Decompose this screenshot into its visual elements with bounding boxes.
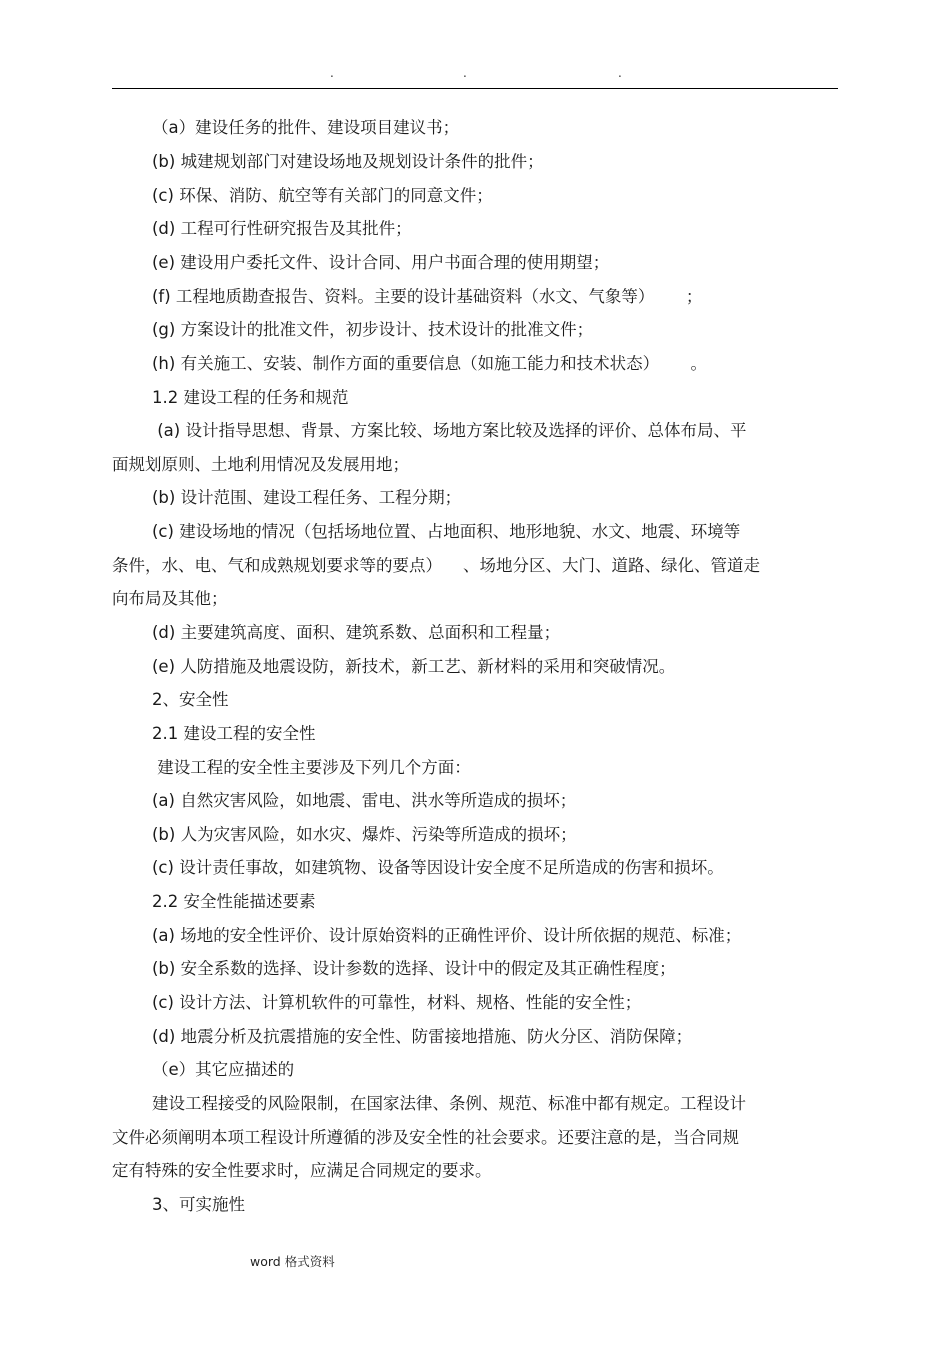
text-line: (b) 设计范围、建设工程任务、工程分期； [152, 488, 462, 507]
text-line: （a）建设任务的批件、建设项目建议书； [152, 118, 460, 137]
text-line: 向布局及其他； [112, 589, 228, 608]
text-line: 文件必须阐明本项工程设计所遵循的涉及安全性的社会要求。还要注意的是，当合同规 [112, 1128, 739, 1147]
header-dot: . [330, 66, 334, 80]
text-line: (c) 设计方法、计算机软件的可靠性，材料、规格、性能的安全性； [152, 993, 642, 1012]
text-line: (b) 安全系数的选择、设计参数的选择、设计中的假定及其正确性程度； [152, 959, 676, 978]
text-line: (a) 设计指导思想、背景、方案比较、场地方案比较及选择的评价、总体布局、平 [152, 421, 747, 440]
text-line: （e）其它应描述的 [152, 1060, 295, 1079]
section-heading: 1.2 建设工程的任务和规范 [152, 388, 349, 407]
text-line: 定有特殊的安全性要求时，应满足合同规定的要求。 [112, 1161, 492, 1180]
text-line: (f) 工程地质勘查报告、资料。主要的设计基础资料（水文、气象等） ； [152, 287, 703, 306]
text-line: (c) 设计责任事故，如建筑物、设备等因设计安全度不足所造成的伤害和损坏。 [152, 858, 724, 877]
header-rule [112, 88, 838, 89]
text-line: (e) 人防措施及地震设防，新技术，新工艺、新材料的采用和突破情况。 [152, 657, 676, 676]
section-heading: 2.2 安全性能描述要素 [152, 892, 316, 911]
text-line: 建设工程接受的风险限制，在国家法律、条例、规范、标准中都有规定。工程设计 [152, 1094, 746, 1113]
text-line: (e) 建设用户委托文件、设计合同、用户书面合理的使用期望； [152, 253, 610, 272]
text-line: (b) 人为灾害风险，如水灾、爆炸、污染等所造成的损坏； [152, 825, 577, 844]
text-line: (g) 方案设计的批准文件，初步设计、技术设计的批准文件； [152, 320, 594, 339]
footer-label: word 格式资料 [250, 1254, 335, 1269]
text-line: (c) 环保、消防、航空等有关部门的同意文件； [152, 186, 493, 205]
text-line: (h) 有关施工、安装、制作方面的重要信息（如施工能力和技术状态） 。 [152, 354, 708, 373]
header-dot: . [618, 66, 622, 80]
section-heading: 2.1 建设工程的安全性 [152, 724, 316, 743]
text-line: (c) 建设场地的情况（包括场地位置、占地面积、地形地貌、水文、地震、环境等 [152, 522, 741, 541]
text-line: 建设工程的安全性主要涉及下列几个方面： [152, 758, 471, 777]
text-line: (a) 自然灾害风险，如地震、雷电、洪水等所造成的损坏； [152, 791, 577, 810]
text-line: (b) 城建规划部门对建设场地及规划设计条件的批件； [152, 152, 544, 171]
text-line: 面规划原则、土地利用情况及发展用地； [112, 455, 409, 474]
text-line: 条件，水、电、气和成熟规划要求等的要点） 、场地分区、大门、道路、绿化、管道走 [112, 556, 760, 575]
text-line: (a) 场地的安全性评价、设计原始资料的正确性评价、设计所依据的规范、标准； [152, 926, 742, 945]
header-dots [0, 66, 950, 82]
text-line: (d) 主要建筑高度、面积、建筑系数、总面积和工程量； [152, 623, 561, 642]
section-heading: 2、安全性 [152, 690, 229, 709]
section-heading: 3、可实施性 [152, 1195, 245, 1214]
text-line: (d) 工程可行性研究报告及其批件； [152, 219, 412, 238]
text-line: (d) 地震分析及抗震措施的安全性、防雷接地措施、防火分区、消防保障； [152, 1027, 693, 1046]
header-dot: . [463, 66, 467, 80]
